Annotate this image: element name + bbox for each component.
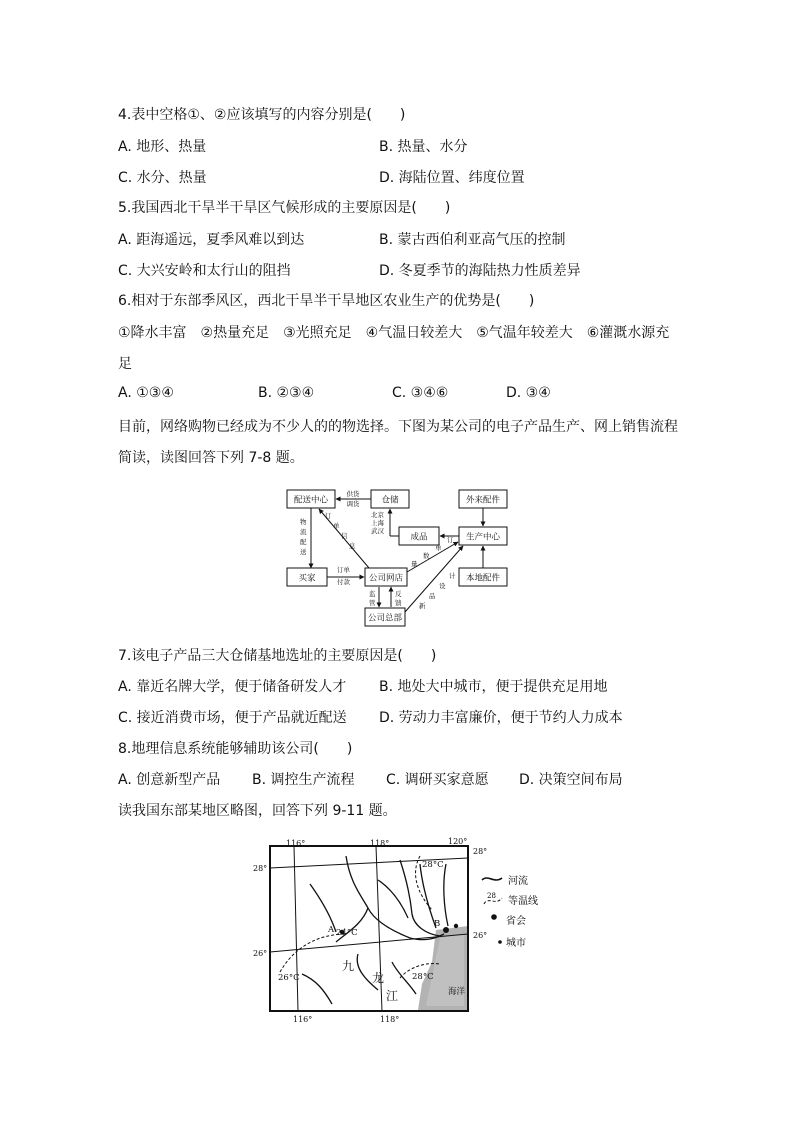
label-jianguan-1: 监 bbox=[369, 590, 376, 598]
label-shuliang-4: 订 bbox=[447, 536, 454, 544]
legend-capital-icon bbox=[491, 914, 497, 920]
isotherm-28-bottom: 28°C bbox=[412, 972, 434, 982]
label-wangdian: 公司网店 bbox=[368, 573, 404, 584]
label-xinxi-1: 订 bbox=[325, 512, 332, 520]
label-gonghuo: 供货 bbox=[346, 490, 360, 498]
q6-option-d: D. ③④ bbox=[506, 385, 551, 401]
intro-7-8-line1: 目前，网络购物已经成为不少人的的物选择。下图为某公司的电子产品生产、网上销售流程 bbox=[118, 419, 678, 435]
intro-9-11: 读我国东部某地区略图，回答下列 9-11 题。 bbox=[118, 803, 397, 819]
label-wuliu-1: 物 bbox=[300, 518, 307, 526]
q6-option-b: B. ②③④ bbox=[258, 385, 315, 401]
label-bendi: 本地配件 bbox=[465, 573, 501, 584]
label-wuliu-4: 送 bbox=[300, 548, 307, 556]
label-xinxi-2: 单 bbox=[333, 522, 340, 530]
lon-bottom-116: 116° bbox=[293, 1015, 313, 1024]
label-xinxi-3: 信 bbox=[341, 532, 348, 540]
q5-option-c: C. 大兴安岭和太行山的阻挡 bbox=[118, 263, 291, 279]
isotherm-26: 26°C bbox=[278, 973, 300, 983]
river-char-long: 龙 bbox=[372, 971, 385, 985]
lon-top-116: 116° bbox=[286, 839, 306, 848]
legend-capital: 省会 bbox=[506, 916, 526, 927]
q5-option-a: A. 距海遥远，夏季风难以到达 bbox=[118, 232, 305, 248]
label-xinxi-4: 息 bbox=[349, 542, 356, 550]
label-sheji-3: 品 bbox=[429, 592, 436, 600]
q6-stem: 6.相对于东部季风区，西北干旱半干旱地区农业生产的优势是( ) bbox=[118, 293, 535, 309]
region-map bbox=[250, 834, 550, 1026]
intro-7-8-line2: 简读，读图回答下列 7-8 题。 bbox=[118, 450, 304, 466]
isotherm-28-top: 28°C bbox=[422, 860, 444, 870]
label-jianguan-2: 管 bbox=[369, 599, 376, 607]
legend-isotherm-value: 28 bbox=[487, 892, 496, 900]
q5-option-b: B. 蒙古西伯利亚高气压的控制 bbox=[379, 232, 566, 248]
q7-option-b: B. 地处大中城市，便于提供充足用地 bbox=[379, 679, 608, 695]
label-shuliang-1: 量 bbox=[411, 560, 418, 568]
label-zongbu: 公司总部 bbox=[367, 613, 403, 624]
flow-diagram bbox=[283, 484, 513, 630]
label-chengpin: 成品 bbox=[410, 532, 428, 543]
q6-option-c: C. ③④⑥ bbox=[392, 385, 449, 401]
q8-option-a: A. 创意新型产品 bbox=[118, 772, 221, 788]
legend-river-icon bbox=[482, 878, 502, 880]
q6-items: ①降水丰富 ②热量充足 ③光照充足 ④气温日较差大 ⑤气温年较差大 ⑥灌溉水源充 bbox=[118, 325, 670, 341]
q8-option-b: B. 调控生产流程 bbox=[252, 772, 355, 788]
lon-top-120: 120° bbox=[448, 837, 468, 846]
q4-option-d: D. 海陆位置、纬度位置 bbox=[379, 170, 525, 186]
legend-city-icon bbox=[498, 940, 502, 944]
legend-city: 城市 bbox=[506, 938, 526, 949]
legend-river: 河流 bbox=[508, 876, 528, 887]
q8-stem: 8.地理信息系统能够辅助该公司( ) bbox=[118, 741, 353, 757]
lat-right-28: 28° bbox=[473, 847, 488, 856]
label-city-2: 上海 bbox=[371, 519, 384, 527]
label-sheji-1: 计 bbox=[449, 572, 456, 580]
lon-bottom-118: 118° bbox=[380, 1015, 400, 1024]
label-fukuan-2: 付款 bbox=[337, 578, 350, 586]
q4-option-b: B. 热量、水分 bbox=[379, 139, 468, 155]
label-maijia: 买家 bbox=[298, 573, 316, 584]
river-char-jiang: 江 bbox=[386, 989, 399, 1003]
q5-option-d: D. 冬夏季节的海陆热力性质差异 bbox=[379, 263, 581, 279]
label-sheji-2: 设 bbox=[439, 582, 446, 590]
label-fankui-1: 反 bbox=[395, 590, 402, 598]
q7-option-c: C. 接近消费市场，便于产品就近配送 bbox=[118, 710, 347, 726]
city-b bbox=[443, 927, 449, 933]
q8-option-c: C. 调研买家意愿 bbox=[386, 772, 489, 788]
legend-isotherm: 等温线 bbox=[508, 896, 538, 907]
lat-right-26: 26° bbox=[473, 931, 488, 940]
label-shuliang-3: 单 bbox=[435, 544, 442, 552]
q7-stem: 7.该电子产品三大仓储基地选址的主要原因是( ) bbox=[118, 648, 437, 664]
label-wuliu-2: 流 bbox=[300, 528, 307, 536]
lat-left-28: 28° bbox=[253, 864, 268, 873]
point-a: A bbox=[328, 925, 335, 935]
label-peisong: 配送中心 bbox=[293, 495, 329, 506]
label-city-3: 武汉 bbox=[371, 527, 384, 535]
lon-top-118: 118° bbox=[370, 839, 390, 848]
sea-label: 海洋 bbox=[448, 987, 466, 997]
label-shengchan: 生产中心 bbox=[465, 532, 501, 543]
isotherm-24: 24°C bbox=[336, 928, 358, 938]
river-char-jiu: 九 bbox=[342, 959, 355, 973]
label-cangchu: 仓储 bbox=[381, 495, 399, 506]
label-wuliu-3: 配 bbox=[300, 538, 307, 546]
q5-stem: 5.我国西北干旱半干旱区气候形成的主要原因是( ) bbox=[118, 200, 451, 216]
label-shuliang-2: 数 bbox=[423, 552, 430, 560]
label-diaohuo: 调货 bbox=[346, 500, 360, 508]
q7-option-a: A. 靠近名牌大学，便于储备研发人才 bbox=[118, 679, 347, 695]
label-fankui-2: 馈 bbox=[395, 599, 402, 607]
label-wailai: 外来配件 bbox=[465, 495, 501, 506]
label-sheji-4: 新 bbox=[419, 602, 426, 610]
city-fuzhou bbox=[454, 924, 458, 928]
q4-option-c: C. 水分、热量 bbox=[118, 170, 207, 186]
q6-option-a: A. ①③④ bbox=[118, 385, 174, 401]
q4-stem: 4.表中空格①、②应该填写的内容分别是( ) bbox=[118, 107, 406, 123]
q8-option-d: D. 决策空间布局 bbox=[519, 772, 623, 788]
q4-option-a: A. 地形、热量 bbox=[118, 139, 207, 155]
lat-left-26: 26° bbox=[253, 949, 268, 958]
label-city-1: 北京 bbox=[371, 511, 384, 519]
map-legend bbox=[482, 874, 538, 949]
q7-option-d: D. 劳动力丰富廉价，便于节约人力成本 bbox=[379, 710, 623, 726]
label-fukuan-1: 订单 bbox=[337, 566, 350, 574]
point-b: B bbox=[434, 919, 441, 929]
q6-items-cont: 足 bbox=[118, 356, 132, 372]
